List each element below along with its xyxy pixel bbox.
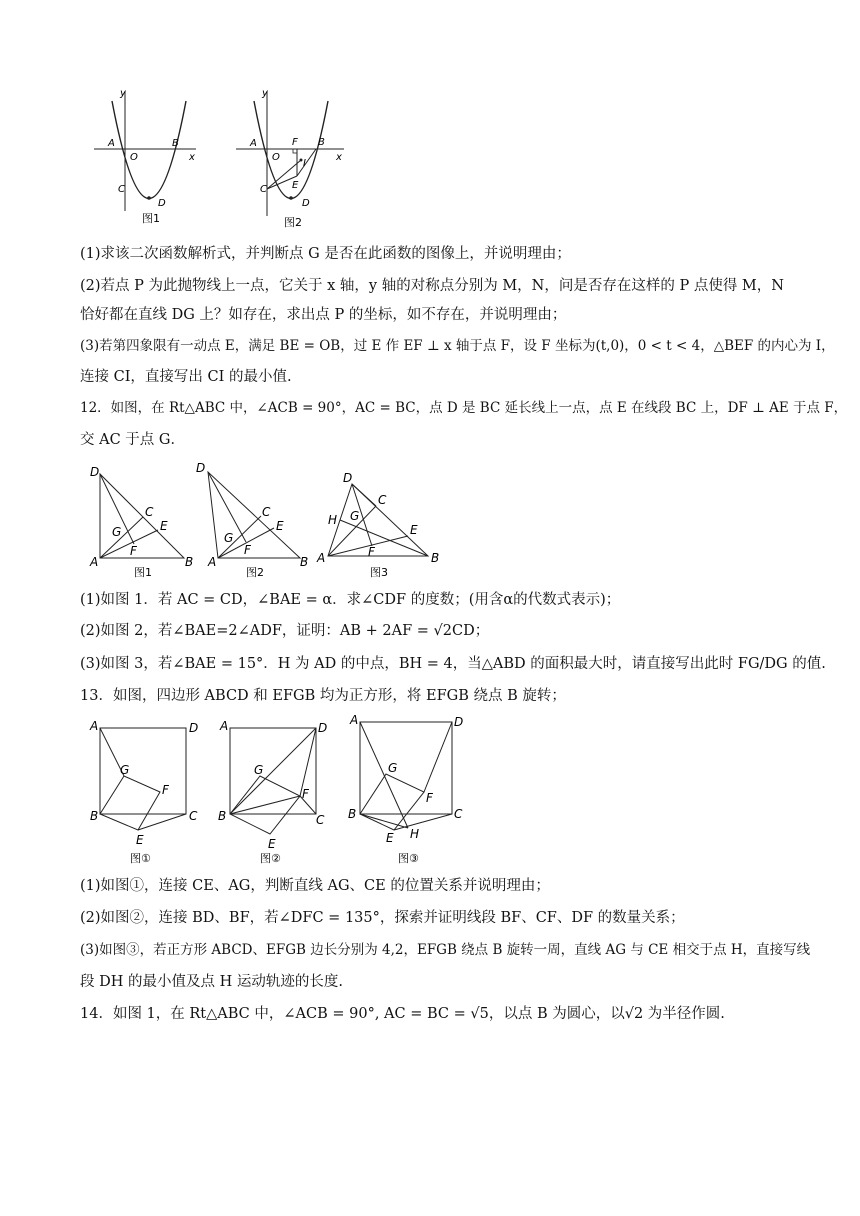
- q13-fig2-label-d: D: [318, 721, 328, 735]
- q14-stem: 14．如图 1，在 Rt△ABC 中，∠ACB = 90°, AC = BC = √5，以点 B 为圆心，以√2 为半径作圆.: [80, 1006, 725, 1022]
- q13-fig3-label-b: B: [348, 807, 357, 821]
- q13-fig2-label-e: E: [268, 837, 276, 851]
- fig2-label-y: y: [262, 88, 268, 99]
- fig1-label-o: O: [130, 152, 138, 163]
- q13-fig3-label-e: E: [386, 831, 394, 845]
- q12-fig3-caption: 图3: [370, 566, 388, 579]
- q13-figure-2-svg: [216, 718, 336, 868]
- q12-fig2-label-b: B: [300, 555, 309, 569]
- q13-fig3-label-a: A: [350, 713, 359, 727]
- q12-fig1-label-f: F: [130, 544, 137, 558]
- q13-part-3-line-1: (3)如图③，若正方形 ABCD、EFGB 边长分别为 4,2，EFGB 绕点 B 旋转一周，直线 AG 与 CE 相交于点 H，直接写线: [80, 942, 811, 958]
- q12-part-3: (3)如图 3，若∠BAE = 15°．H 为 AD 的中点，BH = 4，当△ABD 的面积最大时，请直接写出此时 FG/DG 的值.: [80, 656, 826, 672]
- fig2-label-b: B: [318, 137, 325, 148]
- q12-fig2-label-c: C: [262, 505, 271, 519]
- q12-fig3-label-g: G: [350, 509, 360, 523]
- q13-fig2-label-f: F: [302, 787, 309, 801]
- fig1-label-a: A: [108, 138, 115, 149]
- q11-part-1: (1)求该二次函数解析式，并判断点 G 是否在此函数的图像上，并说明理由；: [80, 246, 571, 262]
- q13-fig2-label-g: G: [254, 763, 264, 777]
- q13-part-3-line-2: 段 DH 的最小值及点 H 运动轨迹的长度.: [80, 974, 343, 990]
- q12-fig1-label-d: D: [90, 465, 100, 479]
- q11-part-2-line-1: (2)若点 P 为此抛物线上一点，它关于 x 轴，y 轴的对称点分别为 M，N，问是否存在这样的 P 点使得 M，N: [80, 278, 784, 294]
- fig2-label-e: E: [292, 180, 299, 191]
- q13-fig3-label-d: D: [454, 715, 464, 729]
- q12-figure-3: [316, 470, 446, 582]
- q12-fig3-label-c: C: [378, 493, 387, 507]
- q12-fig2-label-a: A: [208, 555, 217, 569]
- fig1-label-b: B: [172, 138, 179, 149]
- q11-figure-2: [234, 86, 354, 231]
- q12-fig3-label-d: D: [343, 471, 353, 485]
- q12-figure-3-svg: [316, 470, 446, 582]
- q11-part-3-line-2: 连接 CI，直接写出 CI 的最小值.: [80, 369, 292, 385]
- q12-fig1-label-g: G: [112, 525, 122, 539]
- q13-fig3-label-g: G: [388, 761, 398, 775]
- fig2-label-o: O: [272, 152, 280, 163]
- q13-fig2-caption: 图②: [260, 852, 281, 865]
- q13-fig3-label-c: C: [454, 807, 463, 821]
- q13-fig2-label-a: A: [220, 719, 229, 733]
- q13-stem: 13．如图，四边形 ABCD 和 EFGB 均为正方形，将 EFGB 绕点 B 旋转；: [80, 688, 566, 704]
- q11-figure-2-svg: [234, 86, 354, 231]
- fig1-label-c: C: [118, 184, 125, 195]
- q13-fig1-label-b: B: [90, 809, 99, 823]
- q11-figure-1: [92, 86, 202, 226]
- q13-fig2-label-b: B: [218, 809, 227, 823]
- q13-figure-2: [216, 718, 336, 868]
- q13-fig1-label-g: G: [120, 763, 130, 777]
- q13-figure-1: [88, 718, 208, 868]
- q12-fig2-label-g: G: [224, 531, 234, 545]
- q11-part-3-line-1: (3)若第四象限有一动点 E，满足 BE = OB，过 E 作 EF ⊥ x 轴于点 F，设 F 坐标为(t,0)，0 < t < 4，△BEF 的内心为 I，: [80, 338, 835, 354]
- q13-figure-3: [346, 712, 471, 868]
- fig2-label-x: x: [336, 152, 342, 163]
- q12-fig3-label-b: B: [431, 551, 440, 565]
- q12-figure-2-svg: [196, 460, 311, 580]
- q13-fig1-label-d: D: [189, 721, 199, 735]
- q13-fig1-label-f: F: [162, 783, 169, 797]
- q13-fig3-label-h: H: [410, 827, 420, 841]
- q13-fig1-label-a: A: [90, 719, 99, 733]
- q13-fig2-label-c: C: [316, 813, 325, 827]
- q12-fig2-label-e: E: [276, 519, 284, 533]
- fig2-label-d: D: [302, 198, 310, 209]
- q13-figure-3-svg: [346, 712, 471, 868]
- fig2-caption: 图2: [284, 216, 302, 229]
- q12-fig1-label-c: C: [145, 505, 154, 519]
- q13-fig1-label-c: C: [189, 809, 198, 823]
- q13-part-2: (2)如图②，连接 BD、BF，若∠DFC = 135°，探索并证明线段 BF、CF、DF 的数量关系；: [80, 910, 685, 926]
- q12-fig3-label-a: A: [317, 551, 326, 565]
- q12-figure-2: [196, 460, 311, 580]
- q12-fig2-caption: 图2: [246, 566, 264, 579]
- q13-fig3-label-f: F: [426, 791, 433, 805]
- q11-figure-1-svg: [92, 86, 202, 226]
- fig1-caption: 图1: [142, 212, 160, 225]
- q12-figure-1-svg: [88, 462, 198, 580]
- q12-stem-line-2: 交 AC 于点 G．: [80, 432, 185, 448]
- q12-fig1-caption: 图1: [134, 566, 152, 579]
- fig2-label-c: C: [260, 184, 267, 195]
- q13-fig3-caption: 图③: [398, 852, 419, 865]
- fig1-label-x: x: [189, 152, 195, 163]
- q12-part-1: (1)如图 1．若 AC = CD，∠BAE = α．求∠CDF 的度数；(用含α的代数式表示)；: [80, 592, 621, 608]
- q12-figure-1: [88, 462, 198, 580]
- q12-stem-line-1: 12．如图，在 Rt△ABC 中，∠ACB = 90°，AC = BC，点 D 是 BC 延长线上一点，点 E 在线段 BC 上，DF ⊥ AE 于点 F，: [80, 400, 848, 416]
- fig2-label-a: A: [250, 138, 257, 149]
- fig2-label-i: I: [303, 158, 306, 169]
- fig1-label-y: y: [120, 88, 126, 99]
- q13-fig1-caption: 图①: [130, 852, 151, 865]
- fig2-label-f: F: [292, 137, 298, 148]
- q12-fig1-label-b: B: [185, 555, 194, 569]
- q12-fig2-label-f: F: [244, 543, 251, 557]
- q12-fig3-label-h: H: [328, 513, 338, 527]
- q12-fig3-label-e: E: [410, 523, 418, 537]
- q12-fig1-label-a: A: [90, 555, 99, 569]
- fig1-label-d: D: [158, 198, 166, 209]
- q13-part-1: (1)如图①，连接 CE、AG，判断直线 AG、CE 的位置关系并说明理由；: [80, 878, 550, 894]
- q12-fig1-label-e: E: [160, 519, 168, 533]
- q12-fig2-label-d: D: [196, 461, 206, 475]
- q13-fig1-label-e: E: [136, 833, 144, 847]
- q13-figure-1-svg: [88, 718, 208, 868]
- q11-part-2-line-2: 恰好都在直线 DG 上？如存在，求出点 P 的坐标，如不存在，并说明理由；: [80, 307, 567, 323]
- q12-fig3-label-f: F: [368, 545, 375, 559]
- q12-part-2: (2)如图 2，若∠BAE=2∠ADF，证明：AB + 2AF = √2CD；: [80, 623, 490, 639]
